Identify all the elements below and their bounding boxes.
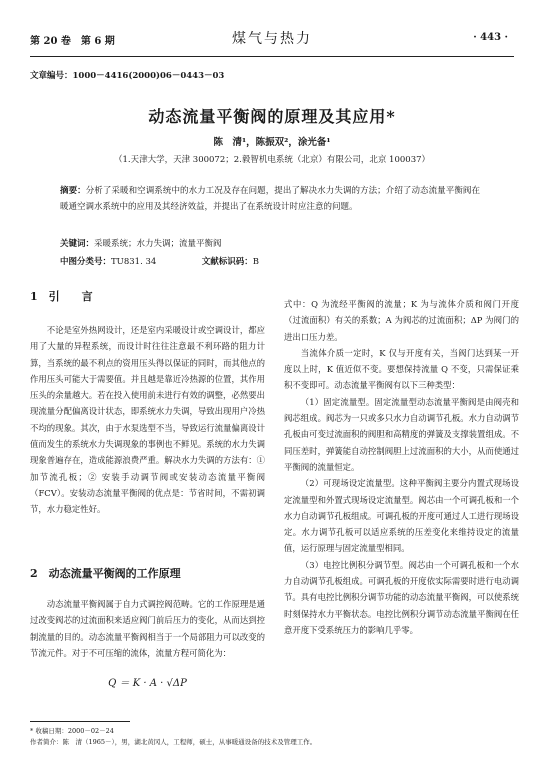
- doc-code-label: 文献标识码：: [201, 257, 253, 267]
- journal-name: 煤气与热力: [232, 31, 312, 47]
- body-paragraph: （1）固定流量型。固定流量型动态流量平衡阀是由阀壳和阀芯组成。阀芯为一只或多只水力自动调节孔板。水力自动调节孔板由可变过流面积的阀胆和高精度的弹簧及支撑装置组成。不同压差时，弹簧能自动控制阀胆上过流面积的大小，从而使通过平衡阀的流量恒定。: [284, 396, 519, 472]
- abstract: [60, 183, 480, 215]
- author-bio: 作者简介：陈 清（1965－），男，湖北黄冈人，工程师，硕士，从事暖通设备的技术及管理工作。: [30, 738, 317, 746]
- body-paragraph: 式中：Q 为流经平衡阀的流量；K 为与流体介质和阀门开度（过流面积）有关的系数；A 为阀芯的过流面积；ΔP 为阀门的进出口压力差。: [284, 299, 519, 342]
- keywords-text: 采暖系统；水力失调；流量平衡阀: [94, 239, 222, 249]
- classification-row: [60, 255, 480, 267]
- article-number: 文章编号：1000－4416(2000)06－0443－03: [30, 71, 225, 81]
- header-rule: [30, 56, 514, 57]
- body-paragraph: 当流体介质一定时，K 仅与开度有关，当阀门达到某一开度以上时，K 值近似不变。要想保持流量 Q 不变，只需保证乘积不变即可。动态流量平衡阀有以下三种类型：: [284, 347, 519, 391]
- section-heading: 1 引 言: [30, 290, 93, 303]
- body-paragraph: （3）电控比例积分调节型。阀芯由一个可调孔板和一个水力自动调节孔板组成。可调孔板的开度依实际需要时进行电动调节。具有电控比例积分调节功能的动态流量平衡阀，可以使系统时刻保持水力平衡状态。电控比例积分调节动态流量平衡阀在任意开度下受系统压力的影响几乎零。: [284, 559, 519, 635]
- clc-label: 中图分类号：: [60, 257, 112, 267]
- keywords-label: 关键词：: [60, 239, 95, 249]
- footnote-rule: [30, 721, 130, 722]
- volume-issue: 第 20 卷 第 6 期: [30, 36, 115, 47]
- running-header: [30, 28, 514, 46]
- body-paragraph: 不论是室外热网设计，还是室内采暖设计或空调设计，都应用了大量的异程系统，而设计时往往注意最不利环路的阻力计算，当系统的最不利点的资用压头得以保证的同时，而其他点的作用压头可能大于需要值。并且越是靠近冷热源的位置，其作用压头的余量越大。若在投入使用前未进行有效的调整，必然要出现流量分配偏离设计状态，即系统水力失调，导致出现用户冷热不均的现象。其次，由于水泵选型不当，导致运行流量偏离设计值而发生的系统水力失调现象的事例也不鲜见。系统的水力失调现象普遍存在，造成能源浪费严重。解决水力失调的方法有：① 加节流孔板；② 安装手动调节阀或安装动态流量平衡阀（FCV）。安装动态流量平衡阀的优点是：节省时间，不需初调节，水力稳定性好。: [30, 325, 265, 515]
- flow-equation: Q ＝ K · A · √ΔP: [108, 678, 187, 689]
- body-paragraph: 动态流量平衡阀属于自力式调控阀范畴。它的工作原理是通过改变阀芯的过流面积来适应阀门前后压力的变化，从而达到控制流量的目的。动态流量平衡阀相当于一个局部阻力可以改变的节流元件。对于不可压缩的流体，流量方程可简化为：: [30, 599, 265, 658]
- body-paragraph: （2）可现场设定流量型。这种平衡阀主要分内置式现场设定流量型和外置式现场设定流量型。阀芯由一个可调孔板和一个水力自动调节孔板组成。可调孔板的开度可通过人工进行现场设定。水力调节孔板可以适应系统的压差变化来维持设定的流量值，运行原理与固定流量型相同。: [284, 478, 519, 554]
- abstract-text: 分析了采暖和空调系统中的水力工况及存在问题，提出了解决水力失调的方法；介绍了动态流量平衡阀在暖通空调水系统中的应用及其经济效益，并提出了在系统设计时应注意的问题。: [60, 186, 480, 212]
- right-column: [284, 296, 519, 638]
- paper-title: 动态流量平衡阀的原理及其应用*: [148, 107, 396, 126]
- page-number: · 443 ·: [473, 32, 508, 43]
- clc-value: TU831. 34: [111, 257, 157, 267]
- abstract-label: 摘要：: [60, 186, 86, 196]
- footnote: [30, 726, 514, 748]
- affiliations: （1.天津大学，天津 300072；2.毅智机电系统（北京）有限公司，北京 100037）: [113, 155, 431, 165]
- authors: 陈 清¹，陈振双²，涂光备¹: [213, 137, 331, 148]
- received-date: * 收稿日期：2000－02－24: [30, 727, 114, 735]
- keywords: [60, 237, 480, 249]
- doc-code-value: B: [252, 257, 259, 267]
- section-heading: 2 动态流量平衡阀的工作原理: [30, 567, 181, 580]
